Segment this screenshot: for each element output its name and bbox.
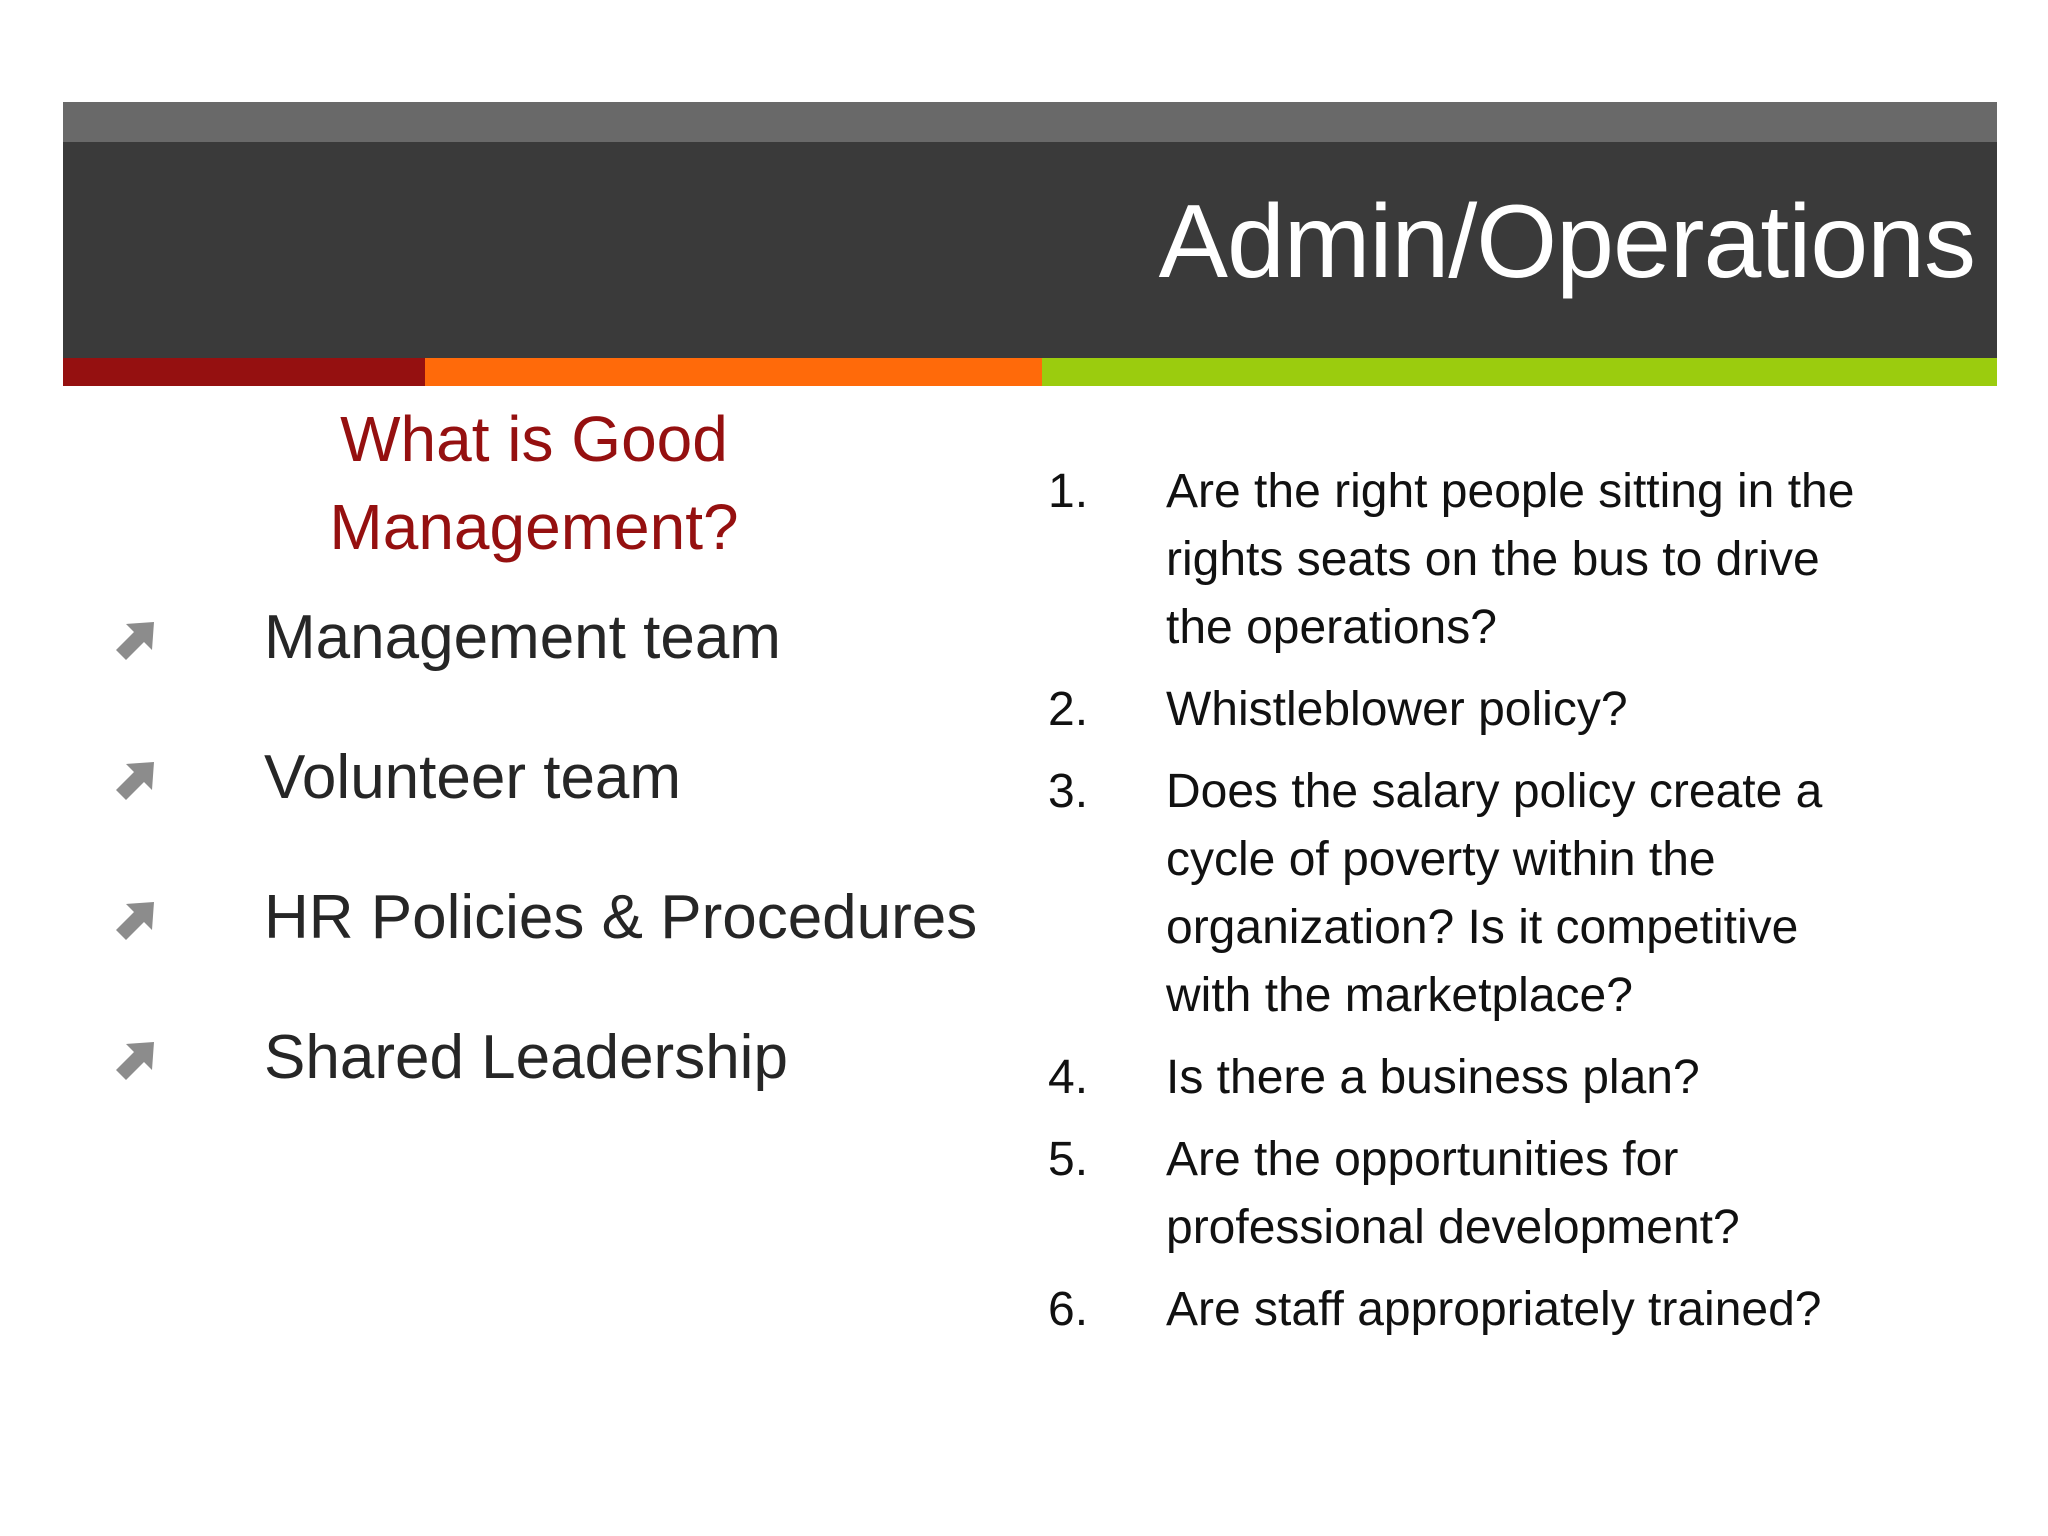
accent-segment-red <box>63 358 425 386</box>
left-subheading <box>200 395 868 571</box>
list-item-text: Whistleblower policy? <box>1166 683 1628 736</box>
diagonal-arrow-icon <box>112 894 162 944</box>
bullet-label: Volunteer team <box>264 743 682 812</box>
list-item <box>1048 1044 1968 1112</box>
list-item <box>112 870 1012 1010</box>
title-band <box>63 142 1997 358</box>
left-subheading-line-2: Management? <box>329 491 739 563</box>
accent-segment-green <box>1042 358 1997 386</box>
list-number: 2. <box>1048 683 1089 736</box>
diagonal-arrow-icon <box>112 1034 162 1084</box>
list-item-text: Is there a business plan? <box>1166 1051 1700 1104</box>
list-number: 4. <box>1048 1051 1089 1104</box>
list-item-text: Are the right people sitting in the rights seats on the bus to drive the operations? <box>1166 465 1855 654</box>
list-item <box>1048 1126 1968 1262</box>
list-item <box>112 1010 1012 1150</box>
diagonal-arrow-icon <box>112 754 162 804</box>
list-item <box>112 730 1012 870</box>
list-item-text: Does the salary policy create a cycle of poverty within the organization? Is it competitive with the marketplace? <box>1166 765 1823 1022</box>
list-number: 5. <box>1048 1133 1089 1186</box>
numbered-list <box>1048 458 1968 1358</box>
list-item <box>1048 676 1968 744</box>
list-item <box>1048 758 1968 1030</box>
left-subheading-line-1: What is Good <box>340 403 728 475</box>
accent-bar <box>63 358 1997 386</box>
list-item-text: Are the opportunities for professional development? <box>1166 1133 1740 1254</box>
list-item <box>112 590 1012 730</box>
diagonal-arrow-icon <box>112 614 162 664</box>
list-item <box>1048 1276 1968 1344</box>
list-number: 1. <box>1048 465 1089 518</box>
bullet-label: HR Policies & Procedures <box>264 883 978 952</box>
bullet-label: Shared Leadership <box>264 1023 788 1092</box>
bullet-label: Management team <box>264 603 781 672</box>
list-item-text: Are staff appropriately trained? <box>1166 1283 1822 1336</box>
accent-segment-orange <box>425 358 1042 386</box>
list-item <box>1048 458 1968 662</box>
title-top-strip <box>63 102 1997 142</box>
list-number: 3. <box>1048 765 1089 818</box>
slide-title: Admin/Operations <box>1158 184 1975 300</box>
bullet-list <box>112 590 1012 1150</box>
list-number: 6. <box>1048 1283 1089 1336</box>
